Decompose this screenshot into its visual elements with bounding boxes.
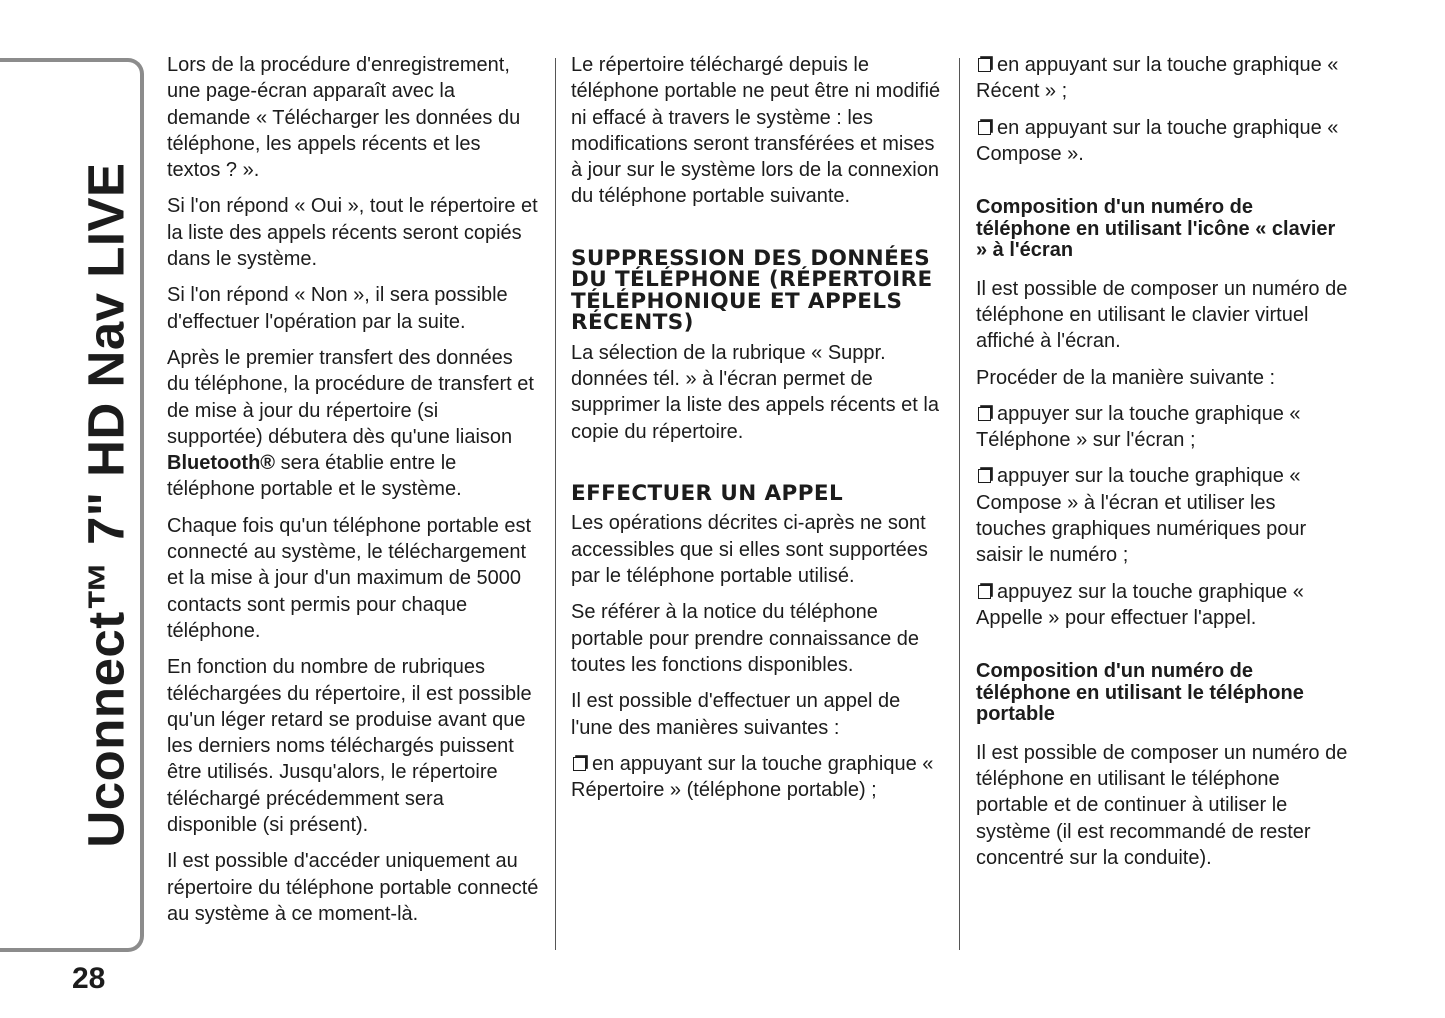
bullet-text: appuyer sur la touche graphique « Téléphone » sur l'écran ; xyxy=(976,402,1301,452)
paragraph: Les opérations décrites ci-après ne sont accessibles que si elles sont supportées par le téléphone portable utilisé. xyxy=(571,512,928,588)
bullet-text: en appuyant sur la touche graphique « Répertoire » (téléphone portable) ; xyxy=(571,752,934,802)
bullet-item xyxy=(976,579,1348,632)
paragraph: Il est possible de composer un numéro de téléphone en utilisant le téléphone portable et de continuer à utiliser le système (il est recommandé de rester concentré sur la conduite). xyxy=(976,741,1348,869)
paragraph: Lors de la procédure d'enregistrement, une page-écran apparaît avec la demande « Télécharger les données du téléphone, les appels récents et les textos ? ». xyxy=(167,54,521,182)
bluetooth-bold: Bluetooth® xyxy=(167,452,276,475)
text-column-2 xyxy=(571,52,943,813)
section-heading: SUPPRESSION DES DONNÉES DU TÉLÉPHONE (RÉPERTOIRE TÉLÉPHONIQUE ET APPELS RÉCENTS) xyxy=(571,245,933,336)
chapter-title: Uconnect™ 7" HD Nav LIVE xyxy=(77,162,135,848)
paragraph: Il est possible d'accéder uniquement au répertoire du téléphone portable connecté au système à ce moment-là. xyxy=(167,850,539,925)
paragraph: Si l'on répond « Oui », tout le répertoire et la liste des appels récents seront copiés dans le système. xyxy=(167,195,538,271)
paragraph: Procéder de la manière suivante : xyxy=(976,366,1276,389)
bullet-item xyxy=(976,52,1348,105)
paragraph: Se référer à la notice du téléphone portable pour prendre connaissance de toutes les fonctions disponibles. xyxy=(571,601,920,676)
page-number: 28 xyxy=(72,962,106,995)
paragraph: Si l'on répond « Non », il sera possible d'effectuer l'opération par la suite. xyxy=(167,284,508,333)
bullet-text: appuyer sur la touche graphique « Compose » à l'écran et utiliser les touches graphiques numériques pour saisir le numéro ; xyxy=(976,465,1307,567)
section-heading: EFFECTUER UN APPEL xyxy=(571,480,844,506)
paragraph xyxy=(167,345,539,503)
bullet-item xyxy=(976,401,1348,454)
bullet-text: appuyez sur la touche graphique « Appelle » pour effectuer l'appel. xyxy=(976,580,1304,629)
subsection-heading: Composition d'un numéro de téléphone en utilisant le téléphone portable xyxy=(976,660,1304,726)
paragraph: Il est possible de composer un numéro de téléphone en utilisant le clavier virtuel affiché à l'écran. xyxy=(976,277,1348,353)
bullet-text: en appuyant sur la touche graphique « Compose ». xyxy=(976,116,1339,165)
paragraph-text: sera établie entre le téléphone portable et le système. xyxy=(167,452,462,501)
column-divider xyxy=(959,58,960,950)
paragraph: Chaque fois qu'un téléphone portable est connecté au système, le téléchargement et la mise à jour d'un maximum de 5000 contacts sont permis pour chaque téléphone. xyxy=(167,514,532,642)
bullet-item xyxy=(976,463,1348,568)
paragraph: En fonction du nombre de rubriques téléchargées du répertoire, il est possible qu'un léger retard se produise avant que les derniers noms téléchargés puissent être utilisés. Jusqu'alors, le répertoire téléchargé précédemment sera disponible (si présent). xyxy=(167,656,532,837)
paragraph: Il est possible d'effectuer un appel de l'une des manières suivantes : xyxy=(571,690,901,739)
paragraph-text: Après le premier transfert des données du téléphone, la procédure de transfert et de mise à jour du répertoire (si supportée) débutera dès qu'une liaison xyxy=(167,346,534,448)
text-column-1 xyxy=(167,52,539,937)
column-divider xyxy=(555,58,556,950)
paragraph: La sélection de la rubrique « Suppr. données tél. » à l'écran permet de supprimer la liste des appels récents et la copie du répertoire. xyxy=(571,341,939,443)
subsection-heading: Composition d'un numéro de téléphone en utilisant l'icône « clavier » à l'écran xyxy=(976,196,1336,262)
bullet-text: en appuyant sur la touche graphique « Récent » ; xyxy=(976,54,1339,103)
bullet-item xyxy=(976,115,1348,168)
bullet-item xyxy=(571,751,943,804)
text-column-3 xyxy=(976,52,1348,881)
paragraph: Le répertoire téléchargé depuis le téléphone portable ne peut être ni modifié ni effacé à travers le système : les modifications seront transférées et mises à jour sur le système lors de la connexion du téléphone portable suivante. xyxy=(571,54,941,208)
